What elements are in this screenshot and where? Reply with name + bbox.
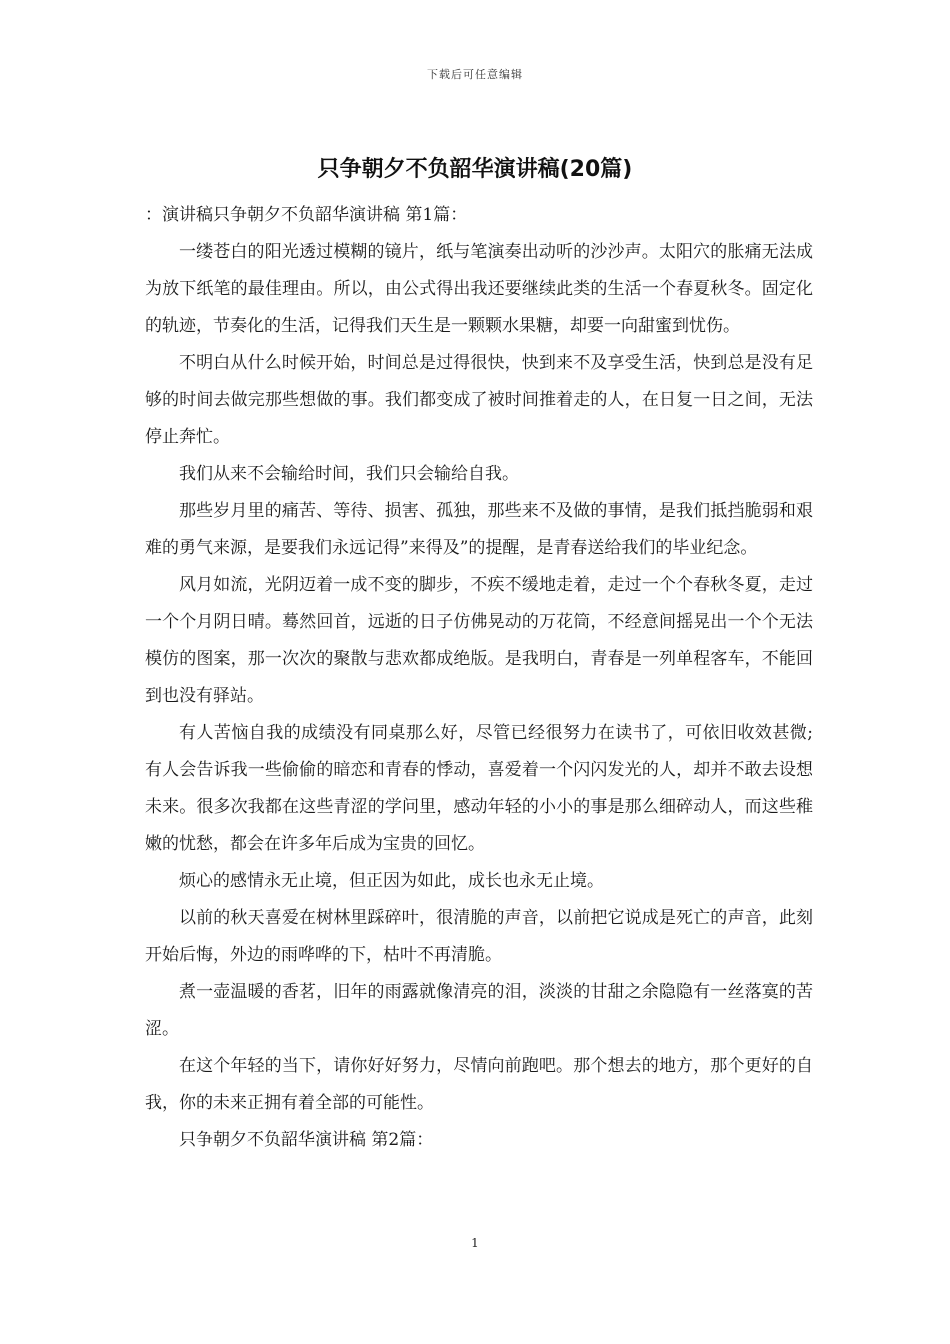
page-header-note: 下载后可任意编辑 (427, 68, 523, 81)
page-number: 1 (471, 1236, 479, 1250)
section-heading-2: 只争朝夕不负韶华演讲稿 第2篇： (179, 1130, 434, 1150)
paragraph: 烦心的感情永无止境，但正因为如此，成长也永无止境。 (179, 871, 604, 891)
section-heading-1: ：演讲稿只争朝夕不负韶华演讲稿 第1篇： (145, 205, 468, 225)
paragraph: 煮一壶温暖的香茗，旧年的雨露就像清亮的泪，淡淡的甘甜之余隐隐有一丝落寞的苦涩。 (145, 982, 813, 1039)
paragraph: 以前的秋天喜爱在树林里踩碎叶，很清脆的声音，以前把它说成是死亡的声音，此刻开始后悔，外边的雨哗哗的下，枯叶不再清脆。 (145, 908, 813, 965)
document-title: 只争朝夕不负韶华演讲稿(20篇) (317, 157, 633, 182)
paragraph: 有人苦恼自我的成绩没有同桌那么好，尽管已经很努力在读书了，可依旧收效甚微;有人会告诉我一些偷偷的暗恋和青春的悸动，喜爱着一个闪闪发光的人，却并不敢去设想未来。很多次我都在这些青涩的学问里，感动年轻的小小的事是那么细碎动人，而这些稚嫩的忧愁，都会在许多年后成为宝贵的回忆。 (145, 723, 813, 854)
paragraph: 在这个年轻的当下，请你好好努力，尽情向前跑吧。那个想去的地方，那个更好的自我，你的未来正拥有着全部的可能性。 (145, 1056, 813, 1113)
paragraph: 我们从来不会输给时间，我们只会输给自我。 (179, 464, 519, 484)
paragraph: 风月如流，光阴迈着一成不变的脚步，不疾不缓地走着，走过一个个春秋冬夏，走过一个个月阴日晴。蓦然回首，远逝的日子仿佛晃动的万花筒，不经意间摇晃出一个个无法模仿的图案，那一次次的聚散与悲欢都成绝版。是我明白，青春是一列单程客车，不能回到也没有驿站。 (145, 575, 813, 706)
paragraph: 那些岁月里的痛苦、等待、损害、孤独，那些来不及做的事情，是我们抵挡脆弱和艰难的勇气来源，是要我们永远记得”来得及”的提醒，是青春送给我们的毕业纪念。 (145, 501, 813, 558)
paragraph: 不明白从什么时候开始，时间总是过得很快，快到来不及享受生活，快到总是没有足够的时间去做完那些想做的事。我们都变成了被时间推着走的人，在日复一日之间，无法停止奔忙。 (145, 353, 813, 447)
paragraph: 一缕苍白的阳光透过模糊的镜片，纸与笔演奏出动听的沙沙声。太阳穴的胀痛无法成为放下纸笔的最佳理由。所以，由公式得出我还要继续此类的生活一个春夏秋冬。固定化的轨迹，节奏化的生活，记得我们天生是一颗颗水果糖，却要一向甜蜜到忧伤。 (145, 242, 813, 336)
document-body (145, 197, 813, 1159)
